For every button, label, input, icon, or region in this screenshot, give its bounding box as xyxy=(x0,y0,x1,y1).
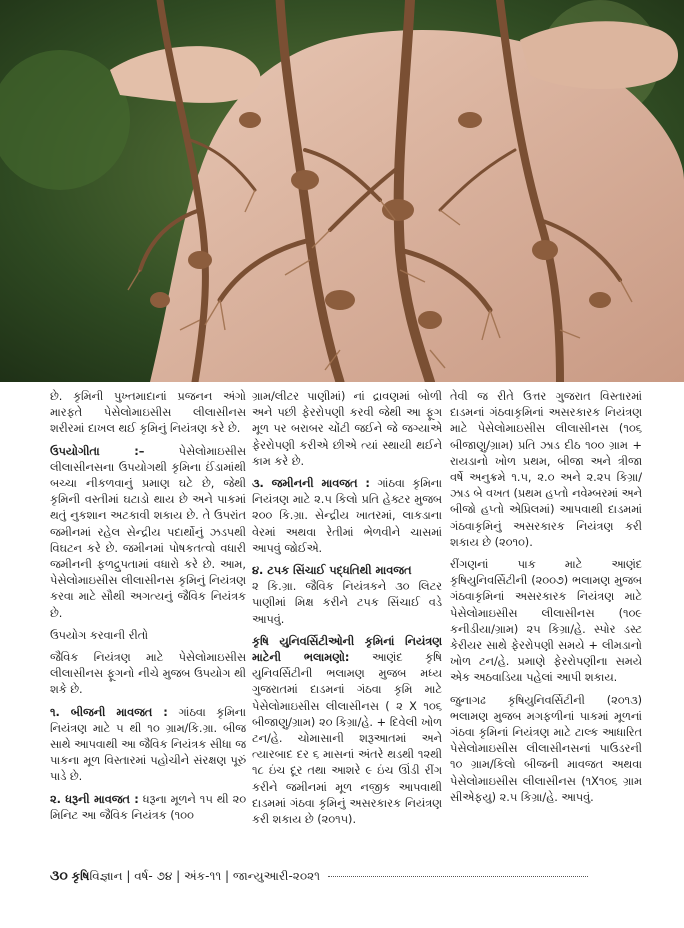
paragraph: ૧. બીજની માવજત : ગાંઠવા કૃમિના નિયંત્રણ માટે ૫ થી ૧૦ ગ્રામ/કિ.ગ્રા. બીજ સાથે આપવાથી આ જૈવિક નિયંત્રક સીધા જ પાકના મૂળ વિસ્તારમાં પહોચીને સંરક્ષણ પૂરું પાડે છે. xyxy=(50,705,246,784)
paragraph: ઉપયોગીતા :– પેસેલોમાઇસીસ લીલાસીનસના ઉપયોગથી કૃમિના ઈંડામાંથી બચ્ચા નીકળવાનું પ્રમાણ ઘટે છે, જેથી કૃમિની વસ્તીમાં ઘટાડો થાય છે અને પાકમાં થતું નુકશાન અટકાવી શકાય છે. તે ઉપરાંત જમીનમાં રહેલ સેન્દ્રીય પદાર્થોનું ઝડપથી વિઘટન કરે છે. જમીનમાં પોષકતત્વો વધારી જમીનની ફળદ્રુપતામાં વધારો કરે છે. આમ, પેસેલોમાઇસીસ લીલાસીનસ કૃમિનું નિયંત્રણ કરવા માટે સૌથી અગત્યનું જૈવિક નિયંત્રક છે. xyxy=(50,444,246,620)
footer-dotted-line xyxy=(328,876,588,877)
section-heading: ૩. જમીનની માવજત : xyxy=(252,477,370,491)
paragraph: ગ્રામ/લીટર પાણીમાં) નાં દ્રાવણમાં બોળી અને પછી ફેરરોપણી કરવી જેથી આ ફૂગ મૂળ પર બરાબર ચોંટી જઈને જે જગ્યાએ ફેરરોપણી કરીએ છીએ ત્યાં સ્થાયી થઈને કામ કરે છે. xyxy=(252,390,442,468)
paragraph: છે. કૃમિની પુખ્તમાદાનાં પ્રજનન અંગો મારફતે પેસેલોમાઇસીસ લીલાસીનસ શરીરમાં દાખલ થઈ કૃમિનું નિયંત્રણ કરે છે. xyxy=(50,390,246,436)
paragraph: ૩. જમીનની માવજત : ગાંઠવા કૃમિના નિયંત્રણ માટે ૨.૫ કિલો પ્રતિ હેક્ટર મુજબ ૨૦૦ કિ.ગ્રા. સેન્દ્રીય ખાતરમાં, લાકડાના વેરમાં અથવા રેતીમાં ભેળવીને ચાસમાં આપવું જોઈએ. xyxy=(252,477,442,555)
paragraph: ૨. ધરૂની માવજત : ધરૂના મૂળને ૧૫ થી ૨૦ મિનિટ આ જૈવિક નિયંત્રક (૧૦૦ xyxy=(50,792,247,822)
issue-details: | વર્ષ- ૭૪ | અંક-૧૧ | જાન્યુઆરી-૨૦૨૧ xyxy=(122,869,321,883)
page-footer xyxy=(50,868,644,884)
text-column-3 xyxy=(450,389,642,812)
paragraph: કૃષિ યુનિવર્સિટીઓની કૃમિનાં નિયંત્રણ માટેની ભલામણો: આણંદ કૃષિ યુનિવર્સિટીની ભલામણ મુજબ મધ્ય ગુજરાતમાં દાડમનાં ગંઠવા કૃમિ માટે પેસેલોમાઇસીસ લીલાસીનસ ( ૨ X ૧૦૬ બીજાણુ/ગ્રામ) ૨૦ કિગ્રા/હે. + દિવેલી ખોળ ટન/હે. ચોમાસાની શરૂઆતમાં અને ત્યારબાદ દર ૬ માસનાં અંતરે થડથી ૧૨થી ૧૮ ઇંચ દૂર તથા આશરે ૯ ઇંચ ઊંડી રીંગ કરીને જમીનમાં મૂળ નજીક આપવાથી દાડમમાં ગંઠવા કૃમિનું અસરકારક નિયંત્રણ કરી શકાય છે (૨૦૧૫). xyxy=(252,634,442,827)
paragraph: તેવી જ રીતે ઉત્તર ગુજરાત વિસ્તારમાં દાડમનાં ગંઠવાકૃમિનાં અસરકારક નિયંત્રણ માટે પેસેલોમાઇસીસ લીલાસીનસ (૧૦૬ બીજાણુ/ગ્રામ) પ્રતિ ઝાડ દીઠ ૧૦૦ ગ્રામ + રાયડાનો ખોળ પ્રથમ, બીજા અને ત્રીજા વર્ષે અનુક્રમે ૧.૫, ૨.૦ અને ૨.૨૫ કિગ્રા/ઝાડ બે વખત (પ્રથમ હપ્તો નવેમ્બરમાં અને બીજો હપ્તો એપ્રિલમાં) આપવાથી દાડમમાં ગંઠવાકૃમિનું અસરકારક નિયંત્રણ કરી શકાય છે (૨૦૧૦). xyxy=(450,390,642,549)
roots-photo xyxy=(0,0,684,382)
section-heading: ૨. ધરૂની માવજત : xyxy=(50,792,139,806)
paragraph: જુનાગઢ કૃષિયુનિવર્સિટીની (૨૦૧૩) ભલામણ મુજબ મગફળીનાં પાકમાં મૂળનાં ગંઠવા કૃમિનાં નિયંત્રણ માટે ટાલ્ક આધારિત પેસેલોમાઇસીસ લીલાસીનસનાં પાઉડરની ૧૦ ગ્રામ/કિલો બીજની માવજત અથવા પેસેલોમાઇસીસ લીલાસીનસ (૧X૧૦૬ ગ્રામ સીએફયુ) ૨.૫ કિગ્રા/હે. આપવું. xyxy=(450,693,642,804)
text-column-2 xyxy=(252,389,442,834)
section-heading: ૧. બીજની માવજત : xyxy=(50,705,168,719)
magazine-name: વિજ્ઞાન xyxy=(89,869,123,883)
paragraph: ૪. ટપક સિંચાઈ પદ્ધતિથી માવજત ૨ કિ.ગ્રા. જૈવિક નિયંત્રકને ૩૦ લિટર પાણીમાં મિક્ષ કરીને ટપક સિંચાઈ વડે આપવું. xyxy=(252,564,442,626)
subheading: ઉપયોગ કરવાની રીતો xyxy=(50,628,149,642)
section-heading: ઉપયોગીતા :– xyxy=(50,444,145,458)
text-column-1 xyxy=(50,389,246,830)
page-number: ૩૦ xyxy=(50,868,68,884)
magazine-name-bold: કૃષિ xyxy=(71,869,90,883)
paragraph: જૈવિક નિયંત્રણ માટે પેસેલોમાઇસીસ લીલાસીનસ ફૂગનો નીચે મુજબ ઉપયોગ થી શકે છે. xyxy=(50,651,246,697)
photo-illustration xyxy=(0,0,684,382)
paragraph: રીંગણનાં પાક માટે આણંદ કૃષિયુનિવર્સિટીની (૨૦૦૭) ભલામણ મુજબ ગંઠવાકૃમિનાં અસરકારક નિયંત્રણ માટે પેસેલોમાઇસીસ લીલાસીનસ (૧૦૯ કનીડીયા/ગ્રામ) ૨૫ કિગ્રા/હે. સ્પોર ડસ્ટ કેરીયર સાથે ફેરરોપણી સમયે + લીમડાનો ખોળ ટન/હે. પ્રમાણે ફેરરોપણીના સમયે એક અઠવાડિયા પહેલાં આપી શકાય. xyxy=(450,558,642,685)
section-heading: ૪. ટપક સિંચાઈ પદ્ધતિથી માવજત xyxy=(252,564,412,578)
section-heading: કૃષિ યુનિવર્સિટીઓની કૃમિનાં નિયંત્રણ માટેની ભલામણો: xyxy=(252,634,442,665)
